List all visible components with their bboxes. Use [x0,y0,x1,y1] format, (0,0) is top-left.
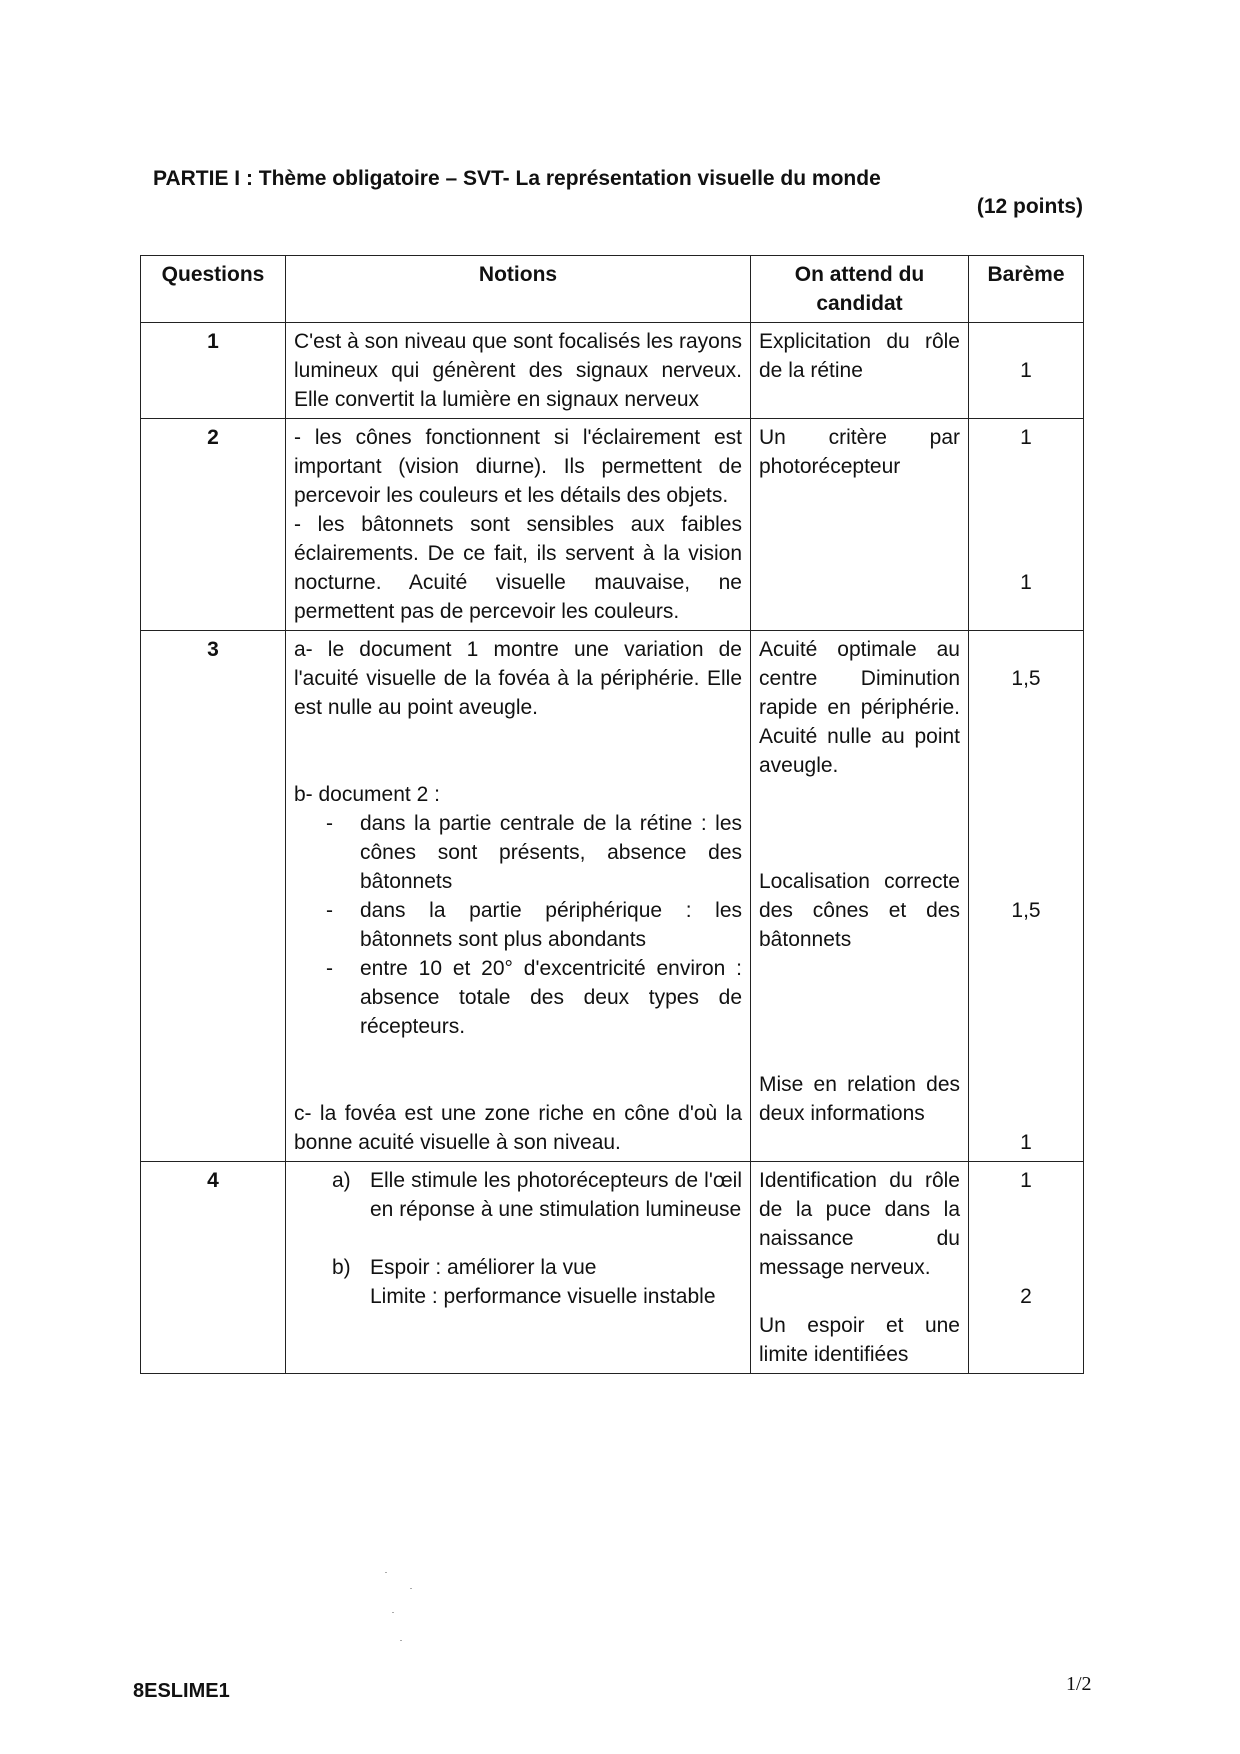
attend-text: Acuité optimale au centre Diminution rapide en périphérie. Acuité nulle au point aveugle. [759,638,960,777]
attend-text: Mise en relation des deux informations [759,1073,960,1125]
scan-speck [410,1588,412,1589]
list-item-text: Espoir : améliorer la vue [370,1256,597,1279]
table-row [141,323,1084,419]
list-item: - dans la partie périphérique : les bâtonnets sont plus abondants [360,896,742,954]
list-item: - dans la partie centrale de la rétine : les cônes sont présents, absence des bâtonnets [360,809,742,896]
bareme-value: 2 [1020,1285,1032,1308]
list-item-text: Limite : performance visuelle instable [370,1285,716,1308]
bareme-value: 1 [1020,571,1032,594]
notion-text-c: c- la fovéa est une zone riche en cône d'où la bonne acuité visuelle à son niveau. [294,1102,742,1154]
attend-text: Explicitation du rôle de la rétine [759,330,960,382]
table-row [141,631,1084,1162]
list-item-text: Elle stimule les photorécepteurs de l'œil en réponse à une stimulation lumineuse [370,1169,742,1221]
scan-speck [392,1612,394,1613]
attend-text: Un espoir et une limite identifiées [759,1314,960,1366]
list-item: - entre 10 et 20° d'excentricité environ : absence totale des deux types de récepteurs. [360,954,742,1041]
col-header-attend: On attend du candidat [751,256,969,323]
document-code: 8ESLIME1 [133,1680,230,1702]
notion-text-b-title: b- document 2 : [294,783,440,806]
notions-cell [286,631,751,1162]
notions-cell [286,323,751,419]
page-number: 1/2 [1066,1673,1092,1695]
list-marker: b) [332,1256,351,1279]
bareme-cell [969,631,1084,1162]
notion-text: - les cônes fonctionnent si l'éclairement est important (vision diurne). Ils permettent de percevoir les couleurs et les détails des objets. [294,426,742,507]
bareme-value: 1 [1020,1169,1032,1192]
notion-text: C'est à son niveau que sont focalisés les rayons lumineux qui génèrent des signaux nerveux. Elle convertit la lumière en signaux nerveux [294,330,742,411]
scan-speck [400,1640,402,1641]
notions-cell [286,1162,751,1374]
question-number: 1 [141,323,286,419]
question-number: 2 [141,419,286,631]
list-item [332,1253,742,1311]
notions-cell [286,419,751,631]
bareme-cell [969,323,1084,419]
attend-text: Localisation correcte des cônes et des bâtonnets [759,870,960,951]
list-marker: a) [332,1169,351,1192]
table-header-row [141,256,1084,323]
bareme-cell [969,1162,1084,1374]
bareme-value: 1 [1020,1131,1032,1154]
attend-cell [751,631,969,1162]
attend-cell [751,419,969,631]
bareme-value: 1,5 [1011,899,1041,922]
notion-text: - les bâtonnets sont sensibles aux faibles éclairements. De ce fait, ils servent à la vision nocturne. Acuité visuelle mauvaise, ne permettent pas de percevoir les couleurs. [294,513,742,623]
col-header-bareme: Barème [969,256,1084,323]
notion-list [294,809,742,1041]
attend-text: Un critère par photorécepteur [759,426,960,478]
title-text: PARTIE I : Thème obligatoire – SVT- La représentation visuelle du monde [153,167,881,190]
table-row [141,419,1084,631]
bareme-value: 1 [1020,359,1032,382]
attend-cell [751,323,969,419]
notion-list [294,1166,742,1311]
bareme-value: 1,5 [1011,667,1041,690]
grading-table [140,255,1084,1374]
bareme-cell [969,419,1084,631]
list-item [332,1166,742,1224]
bareme-value: 1 [1020,426,1032,449]
question-number: 4 [141,1162,286,1374]
scan-speck [385,1572,387,1573]
page-title [153,165,1083,221]
col-header-questions: Questions [141,256,286,323]
table-row [141,1162,1084,1374]
points-total: (12 points) [976,195,1083,218]
col-header-notions: Notions [286,256,751,323]
question-number: 3 [141,631,286,1162]
attend-cell [751,1162,969,1374]
attend-text: Identification du rôle de la puce dans la naissance du message nerveux. [759,1169,960,1279]
notion-text-a: a- le document 1 montre une variation de l'acuité visuelle de la fovéa à la périphérie. Elle est nulle au point aveugle. [294,638,742,719]
